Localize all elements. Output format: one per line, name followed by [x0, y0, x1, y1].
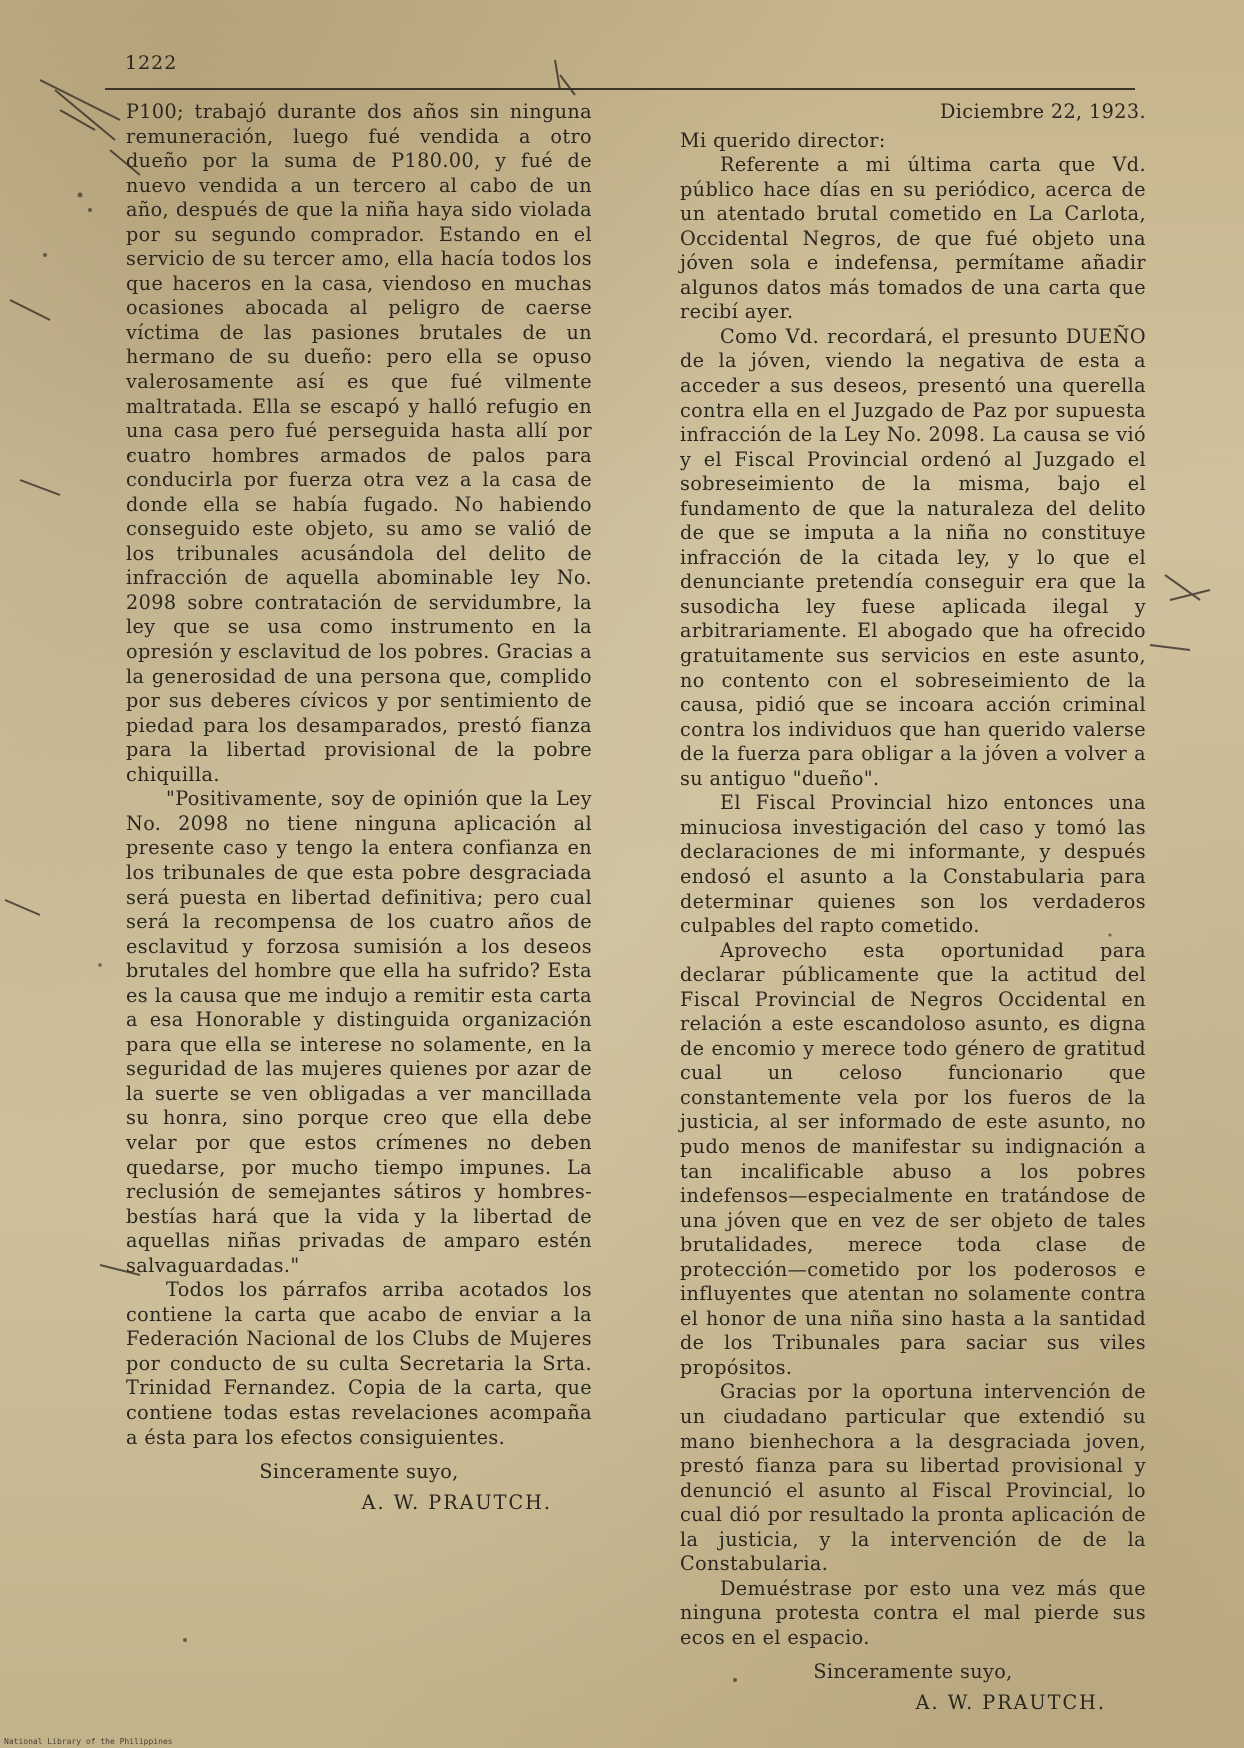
header-rule: [105, 88, 1135, 90]
right-paragraph-5: Gracias por la oportuna intervención de un ciudadano particular que extendió su mano bienhechora a la desgraciada joven, prestó fianza para su libertad provisional y denunció el asunto al Fiscal Provincial, lo cual dió por resultado la pronta aplicación de la justicia, y la intervención de de la Constabularia.: [680, 1380, 1146, 1576]
left-column: [126, 100, 592, 1515]
right-closing: Sinceramente suyo,: [813, 1660, 1013, 1684]
left-paragraph-2: "Positivamente, soy de opinión que la Ley No. 2098 no tiene ninguna aplicación al presente caso y tengo la entera confianza en los tribunales de que esta pobre desgraciada será puesta en libertad definitiva; pero cual será la recompensa de los cuatro años de esclavitud y forzosa sumisión a los deseos brutales del hombre que ella ha sufrido? Esta es la causa que me indujo a remitir esta carta a esa Honorable y distinguida organización para que ella se interese no solamente, en la seguridad de las mujeres quienes por azar de la suerte se ven obligadas a ver mancillada su honra, sino porque creo que ella debe velar por que estos crímenes no deben quedarse, por mucho tiempo impunes. La reclusión de semejantes sátiros y hombres-bestías hará que la vida y la libertad de aquellas niñas privadas de amparo estén salvaguardadas.": [126, 787, 592, 1277]
right-paragraph-2: Como Vd. recordará, el presunto DUEÑO de la jóven, viendo la negativa de esta a acceder a sus deseos, presentó una querella contra ella en el Juzgado de Paz por supuesta infracción de la Ley No. 2098. La causa se vió y el Fiscal Provincial ordenó al Juzgado el sobreseimiento de la misma, bajo el fundamento de que la naturaleza del delito de que se imputa a la niña no constituye infracción de la citada ley, y lo que el denunciante pretendía conseguir era que la susodicha ley fuese aplicada ilegal y arbitrariamente. El abogado que ha ofrecido gratuitamente sus servicios en este asunto, no contento con el sobreseimiento de la causa, pidió que se incoara acción criminal contra los individuos que han querido valerse de la fuerza para obligar a la jóven a volver a su antiguo "dueño".: [680, 324, 1146, 790]
letter-date: Diciembre 22, 1923.: [939, 100, 1146, 123]
left-paragraph-3: Todos los párrafos arriba acotados los contiene la carta que acabo de enviar a la Federación Nacional de los Clubs de Mujeres por conducto de su culta Secretaria la Srta. Trinidad Fernandez. Copia de la carta, que contiene todas estas revelaciones acompaña a ésta para los efectos consiguientes.: [126, 1278, 592, 1449]
right-paragraph-6: Demuéstrase por esto una vez más que ninguna protesta contra el mal pierde sus ecos en el espacio.: [680, 1576, 1146, 1649]
left-closing: Sinceramente suyo,: [259, 1460, 459, 1484]
right-paragraph-4: Aprovecho esta oportunidad para declarar públicamente que la actitud del Fiscal Provincial de Negros Occidental en relación a este escandoloso asunto, es digna de encomio y merece todo género de gratitud cual un celoso funcionario que constantemente vela por los fueros de la justicia, al ser informado de este asunto, no pudo menos de manifestar su indignación a tan incalificable abuso a los pobres indefensos—especialmente en tratándose de una jóven que en vez de ser objeto de tales brutalidades, merece toda clase de protección—cometido por los poderosos e influyentes que atentan no solamente contra el honor de una niña sino hasta a la santidad de los Tribunales para saciar sus viles propósitos.: [680, 938, 1146, 1379]
right-column: [680, 100, 1146, 1716]
right-paragraph-1: Referente a mi última carta que Vd. público hace días en su periódico, acerca de un atentado brutal cometido en La Carlota, Occidental Negros, de que fué objeto una jóven sola e indefensa, permítame añadir algunos datos más tomados de una carta que recibí ayer.: [680, 153, 1146, 324]
right-signature: A. W. PRAUTCH.: [915, 1691, 1106, 1714]
page-number: 1222: [125, 52, 178, 74]
library-footer: National Library of the Philippines: [4, 1737, 173, 1746]
left-signature: A. W. PRAUTCH.: [361, 1490, 552, 1514]
left-paragraph-1: P100; trabajó durante dos años sin ninguna remuneración, luego fué vendida a otro dueño por la suma de P180.00, y fué de nuevo vendida a un tercero al cabo de un año, después de que la niña haya sido violada por su segundo comprador. Estando en el servicio de su tercer amo, ella hacía todos los que haceros en la casa, viendoso en muchas ocasiones abocada al peligro de caerse víctima de las pasiones brutales de un hermano de su dueño: pero ella se opuso valerosamente así es que fué vilmente maltratada. Ella se escapó y halló refugio en una casa pero fué perseguida hasta allí por cuatro hombres armados de palos para conducirla por fuerza otra vez a la casa de donde ella se había fugado. No habiendo conseguido este objeto, su amo se valió de los tribunales acusándola del delito de infracción de aquella abominable ley No. 2098 sobre contratación de servidumbre, la ley que se usa como instrumento en la opresión y esclavitud de los pobres. Gracias a la generosidad de una persona que, complido por sus deberes cívicos y por sentimiento de piedad para los desamparados, prestó fianza para la libertad provisional de la pobre chiquilla.: [126, 100, 592, 786]
right-paragraph-3: El Fiscal Provincial hizo entonces una minuciosa investigación del caso y tomó las declaraciones de mi informante, y después endosó el asunto a la Constabularia para determinar quienes son los verdaderos culpables del rapto cometido.: [680, 791, 1146, 938]
salutation: Mi querido director:: [680, 128, 886, 152]
